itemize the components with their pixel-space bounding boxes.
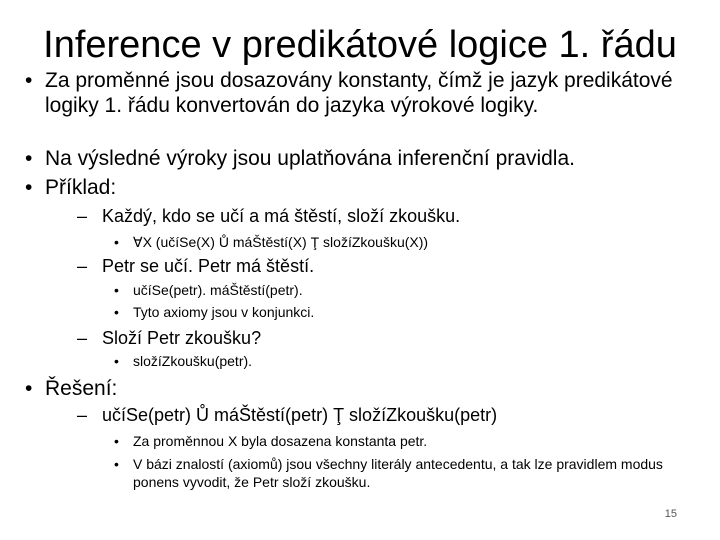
example-question <box>77 327 702 349</box>
example-text: Petr se učí. Petr má štěstí. <box>102 256 315 276</box>
note-text: V bázi znalostí (axiomů) jsou všechny literály antecedentu, a tak lze pravidlem modus ponens vyvodit, že Petr složí zkoušku. <box>133 456 663 490</box>
bullet-text: Příklad: <box>45 176 117 199</box>
bullet-dot: • <box>25 147 33 170</box>
example-premise-1 <box>77 205 702 227</box>
dash-bullet: – <box>77 328 88 348</box>
example-text: Každý, kdo se učí a má štěstí, složí zkoušku. <box>102 206 461 226</box>
slide-title: Inference v predikátové logice 1. řádu <box>43 24 677 66</box>
formula-text: učíSe(petr). máŠtěstí(petr). <box>133 282 303 298</box>
bullet-dot: • <box>114 456 119 472</box>
solution-formula <box>77 404 702 426</box>
formula-text: učíSe(petr) Ů máŠtěstí(petr) Ţ složíZkoušku(petr) <box>102 405 498 425</box>
bullet-dot: • <box>114 433 119 449</box>
bullet-dot: • <box>114 304 119 320</box>
dash-bullet: – <box>77 256 88 276</box>
formula-text: ∀X (učíSe(X) Ů máŠtěstí(X) Ţ složíZkoušku(X)) <box>133 234 429 250</box>
example-facts <box>114 281 703 299</box>
example-text: Složí Petr zkoušku? <box>102 328 262 348</box>
example-conjunction-note <box>114 303 703 321</box>
example-formula-1 <box>114 233 703 251</box>
bullet-example <box>25 175 710 200</box>
bullet-dot: • <box>25 377 33 400</box>
bullet-text: Za proměnné jsou dosazovány konstanty, čímž je jazyk predikátové logiky 1. řádu konvertován do jazyka výrokové logiky. <box>45 69 673 117</box>
bullet-solution <box>25 376 710 401</box>
bullet-dot: • <box>25 69 33 92</box>
bullet-inference-rules <box>25 146 710 171</box>
solution-note-substitution <box>114 432 703 450</box>
bullet-dot: • <box>114 353 119 369</box>
page-number: 15 <box>664 508 677 520</box>
bullet-text: Řešení: <box>45 377 118 400</box>
example-goal <box>114 352 703 370</box>
example-premise-2 <box>77 255 702 277</box>
dash-bullet: – <box>77 206 88 226</box>
solution-note-modus-ponens <box>114 455 703 491</box>
formula-text: složíZkoušku(petr). <box>133 353 253 369</box>
note-text: Za proměnnou X byla dosazena konstanta petr. <box>133 433 428 449</box>
bullet-dot: • <box>25 176 33 199</box>
bullet-text: Na výsledné výroky jsou uplatňována inferenční pravidla. <box>45 147 575 170</box>
dash-bullet: – <box>77 405 88 425</box>
bullet-dot: • <box>114 234 119 250</box>
note-text: Tyto axiomy jsou v konjunkci. <box>133 304 315 320</box>
bullet-substitution <box>25 68 710 118</box>
bullet-dot: • <box>114 282 119 298</box>
